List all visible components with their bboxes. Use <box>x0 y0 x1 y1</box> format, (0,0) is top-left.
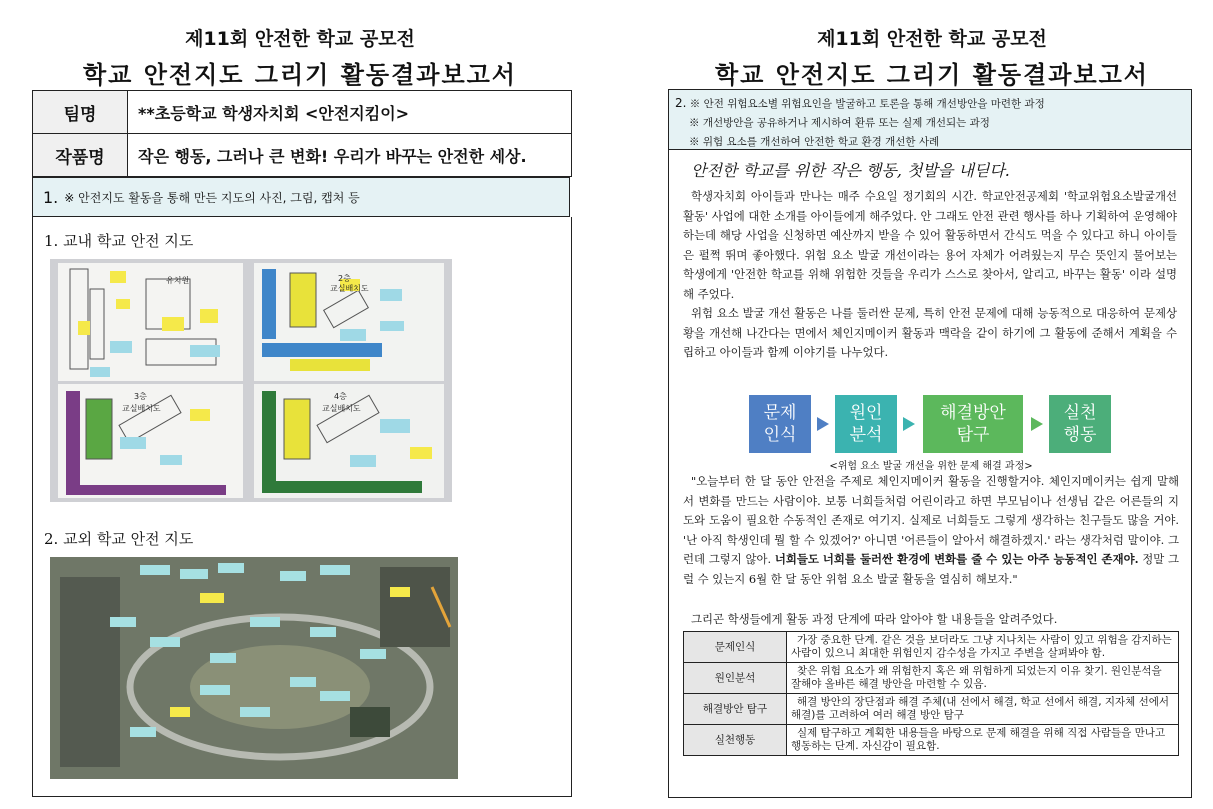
floor3-sub-label: 교실배치도 <box>122 404 161 413</box>
left-header-line1: 제11회 안전한 학교 공모전 <box>185 28 415 50</box>
step-desc: 찾은 위험 요소가 왜 위험한지 혹은 왜 위험하게 되었는지 이유 찾기. 원인분석을 잘해야 올바른 해결 방안을 마련할 수 있음. <box>787 663 1179 694</box>
subtitle-inner-map: 1. 교내 학교 안전 지도 <box>44 232 194 250</box>
flow-step-solution-line1: 해결방안 <box>940 403 1006 423</box>
left-header-line2: 학교 안전지도 그리기 활동결과보고서 <box>82 61 517 89</box>
process-flow <box>749 395 1139 453</box>
step-name: 해결방안 탐구 <box>684 694 787 725</box>
flow-step-problem-line2: 인식 <box>763 425 797 445</box>
floor4-sub-label: 교실배치도 <box>322 404 361 413</box>
flow-step-action-line2: 행동 <box>1063 425 1097 445</box>
flow-step-solution-line2: 탐구 <box>956 425 990 445</box>
info-table <box>32 90 572 177</box>
step-desc: 실제 탐구하고 계획한 내용들을 바탕으로 문제 해결을 위해 직접 사람들을 만나고 행동하는 단계. 자신감이 필요함. <box>787 725 1179 756</box>
section2-line1: ※ 안전 위험요소별 위험요인을 발굴하고 토론을 통해 개선방안을 마련한 과정 <box>689 98 1045 110</box>
right-page <box>668 0 1196 809</box>
flow-step-problem <box>749 395 811 453</box>
steps-table <box>683 631 1179 756</box>
step-desc: 가장 중요한 단계. 같은 것을 보더라도 그냥 지나치는 사람이 있고 위험을 감지하는 사람이 있으니 최대한 위험인지 감수성을 가지고 주변을 살펴봐야 함. <box>787 632 1179 663</box>
kinder-label: 유치원 <box>166 276 190 285</box>
flow-step-action <box>1049 395 1111 453</box>
subtitle-outer-map: 2. 교외 학교 안전 지도 <box>44 530 194 548</box>
campus-map-drawing <box>50 259 452 502</box>
work-value: 작은 행동, 그러나 큰 변화! 우리가 바꾸는 안전한 세상. <box>128 134 572 177</box>
paragraph-3b-bold: 너희들도 너희를 둘러싼 환경에 변화를 줄 수 있는 아주 능동적인 존재야. <box>774 552 1139 566</box>
paragraph-4: 그리곤 학생들에게 활동 과정 단계에 따라 알아야 할 내용들을 알려주었다. <box>691 612 1058 626</box>
left-page <box>20 0 580 809</box>
flow-step-solution <box>923 395 1023 453</box>
flow-step-action-line1: 실천 <box>1063 403 1097 423</box>
paragraph-3a: "오늘부터 한 달 동안 안전을 주제로 체인지메이커 활동을 진행할거야. 체인지메이커는 쉽게 말해서 변화를 만드는 사람이야. 보통 너희들처럼 어린이라고 하면 부모님이나 선생님 같은 어른들의 지도와 도움이 필요한 수동적인 존재로 여기지. 실제로 너희들도 그렇게 생각하는 친구들도 많을 거야. '난 아직 학생인데 뭘 할 수 있겠어?' 아니면 '어른들이 알아서 해결하겠지.' 라는 생각처럼 말이야. 그런데 그렇지 않아. <box>683 474 1179 566</box>
paragraph-3 <box>669 472 1193 589</box>
paragraph-1: 학생자치회 아이들과 만나는 매주 수요일 정기회의 시간. 학교안전공제회 '학교위험요소발굴개선활동' 사업에 대한 소개를 아이들에게 해주었다. 안 그래도 안전 관련 행사를 하나 기획하여 운영해야 하는데 해당 사업을 신청하면 예산까지 받을 수 있어 활동하면서 간식도 먹을 수 있다고 하니 아이들은 펄쩍 뛰며 좋아했다. 위험 요소 발굴 개선이라는 용어 자체가 어려웠는지 무슨 뜻인지 물어보는 학생에게 '안전한 학교를 위해 위험한 것들을 우리가 스스로 찾아서, 알리고, 바꾸는 활동' 이라 설명해 주었다. <box>683 189 1177 301</box>
table-row <box>684 632 1179 663</box>
step-name: 문제인식 <box>684 632 787 663</box>
team-label: 팀명 <box>33 91 128 134</box>
section2-number: 2. <box>675 96 687 110</box>
aerial-map-photo <box>50 557 458 779</box>
section1-number: 1. <box>43 187 59 207</box>
paragraph-3c: 정말 그럴 수 있는지 6월 한 달 동안 위험 요소 발굴 활동을 열심히 해보자." <box>683 552 1180 586</box>
paragraph-2: 위험 요소 발굴 개선 활동은 나를 둘러싼 문제, 특히 안전 문제에 대해 능동적으로 대응하여 문제상황을 개선해 나간다는 면에서 체인지메이커 활동과 맥락을 같이 하기에 그 활동에 준해서 계획을 수립하고 아이들과 함께 이야기를 나누었다. <box>683 306 1177 359</box>
flow-arrow-3 <box>1031 417 1043 431</box>
flow-caption: <위험 요소 발굴 개선을 위한 문제 해결 과정> <box>829 461 1033 472</box>
team-value: **초등학교 학생자치회 <안전지킴이> <box>128 91 572 134</box>
section2-line3: ※ 위험 요소를 개선하여 안전한 학교 환경 개선한 사례 <box>689 136 940 148</box>
floor4-label: 4층 <box>334 392 347 401</box>
step-name: 실천행동 <box>684 725 787 756</box>
floor3-label: 3층 <box>134 392 147 401</box>
campus-map-photo <box>50 259 452 502</box>
flow-step-problem-line1: 문제 <box>763 403 797 423</box>
flow-step-cause-line2: 분석 <box>849 425 883 445</box>
section1-text: ※ 안전지도 활동을 통해 만든 지도의 사진, 그림, 캡처 등 <box>64 190 360 205</box>
section2-line2: ※ 개선방안을 공유하거나 제시하여 환류 또는 실제 개선되는 과정 <box>689 117 990 129</box>
right-content-box <box>668 89 1192 798</box>
step-name: 원인분석 <box>684 663 787 694</box>
flow-arrow-2 <box>903 417 915 431</box>
section2-bar <box>669 90 1191 150</box>
work-label: 작품명 <box>33 134 128 177</box>
aerial-map-drawing <box>50 557 458 779</box>
right-header-line1: 제11회 안전한 학교 공모전 <box>817 28 1047 50</box>
flow-step-cause-line1: 원인 <box>849 403 883 423</box>
table-row <box>684 663 1179 694</box>
table-row <box>684 725 1179 756</box>
flow-step-cause <box>835 395 897 453</box>
section1-bar <box>32 177 570 217</box>
article-title: 안전한 학교를 위한 작은 행동, 첫발을 내딛다. <box>691 161 1010 180</box>
table-row <box>684 694 1179 725</box>
floor2-sub-label: 교실배치도 <box>330 284 369 293</box>
step-desc: 해결 방안의 장단점과 해결 주체(내 선에서 해결, 학교 선에서 해결, 지자체 선에서 해결)를 고려하여 여러 해결 방안 탐구 <box>787 694 1179 725</box>
floor2-label: 2층 <box>338 274 351 283</box>
right-header-line2: 학교 안전지도 그리기 활동결과보고서 <box>714 61 1149 89</box>
flow-arrow-1 <box>817 417 829 431</box>
